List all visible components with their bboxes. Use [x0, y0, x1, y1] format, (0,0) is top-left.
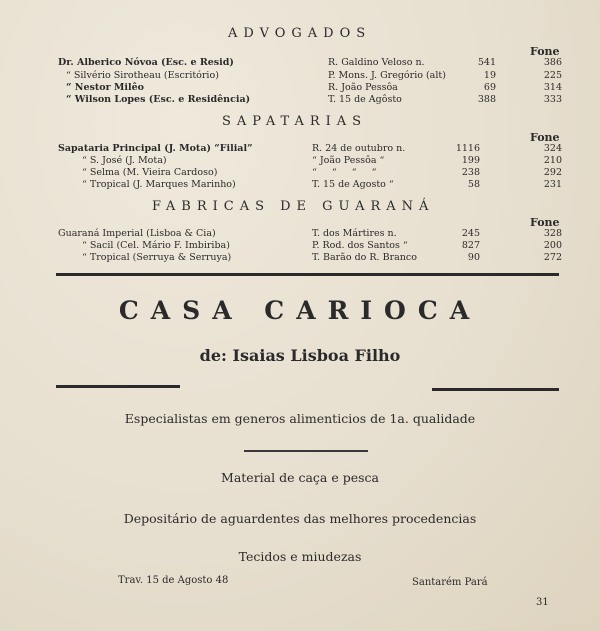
entry-number: 69 — [483, 82, 496, 93]
divider-right — [432, 388, 559, 391]
entry-name: “ Wilson Lopes (Esc. e Residência) — [66, 94, 251, 105]
list-item — [0, 93, 600, 106]
section-title-fabricas: FABRICAS DE GUARANÁ — [152, 199, 435, 214]
entry-address: P. Rod. dos Santos “ — [312, 240, 408, 251]
entry-name: “ Nestor Milêo — [66, 82, 144, 93]
ad-line-material: Material de caça e pesca — [221, 470, 379, 485]
entry-phone: 386 — [543, 57, 562, 68]
entry-phone: 314 — [543, 82, 562, 93]
ad-address: Trav. 15 de Agosto 48 — [118, 575, 229, 586]
entry-number: 238 — [461, 167, 480, 178]
ad-subtitle: de: Isaias Lisboa Filho — [199, 346, 401, 365]
entry-number: 245 — [461, 228, 480, 239]
entry-address: R. 24 de outubro n. — [312, 143, 406, 154]
entry-phone: 225 — [543, 70, 562, 81]
ad-line-specialists: Especialistas em generos alimenticios de 1a. qualidade — [124, 411, 476, 426]
entry-name: “ Sacil (Cel. Mário F. Imbiriba) — [82, 240, 230, 251]
entry-phone: 328 — [543, 228, 562, 239]
entry-number: 1116 — [455, 143, 480, 154]
entry-address: T. dos Mártires n. — [312, 228, 397, 239]
entry-address: T. 15 de Agôsto — [328, 94, 402, 105]
ad-title: CASA CARIOCA — [118, 296, 482, 325]
entry-number: 199 — [461, 155, 480, 166]
entry-address: R. João Pessôa — [328, 82, 398, 93]
entry-address: P. Mons. J. Gregório (alt) — [328, 70, 446, 81]
entry-name: Dr. Alberico Nóvoa (Esc. e Resid) — [58, 57, 234, 68]
section-divider — [56, 273, 559, 276]
entry-number: 19 — [483, 70, 496, 81]
entry-phone: 333 — [543, 94, 562, 105]
entry-name: “ Tropical (J. Marques Marinho) — [82, 179, 236, 190]
entry-address: T. 15 de Agosto “ — [312, 179, 394, 190]
entry-name: “ S. José (J. Mota) — [82, 155, 167, 166]
entry-phone: 231 — [543, 179, 562, 190]
entry-phone: 272 — [543, 252, 562, 263]
section-title-advogados: ADVOGADOS — [228, 26, 372, 41]
fone-header: Fone — [530, 45, 560, 58]
entry-name: Guaraná Imperial (Lisboa & Cia) — [58, 228, 216, 239]
entry-name: “ Tropical (Serruya & Serruya) — [82, 252, 232, 263]
section-title-sapatarias: SAPATARIAS — [222, 114, 368, 129]
entry-phone: 210 — [543, 155, 562, 166]
divider-center — [244, 450, 368, 452]
list-item — [0, 56, 600, 69]
entry-name: “ Selma (M. Vieira Cardoso) — [82, 167, 218, 178]
entry-phone: 200 — [543, 240, 562, 251]
list-item — [0, 251, 600, 264]
entry-number: 827 — [461, 240, 480, 251]
entry-name: “ Silvério Sirotheau (Escritório) — [66, 70, 219, 81]
entry-phone: 292 — [543, 167, 562, 178]
fone-header: Fone — [530, 216, 560, 229]
entry-address: “ “ “ “ — [312, 167, 383, 178]
entry-address: R. Galdino Veloso n. — [328, 57, 425, 68]
entry-name: Sapataria Principal (J. Mota) “Filial” — [58, 143, 253, 154]
divider-left — [56, 385, 180, 388]
ad-line-depositario: Depositário de aguardentes das melhores procedencias — [123, 511, 477, 526]
ad-line-tecidos: Tecidos e miudezas — [238, 549, 362, 564]
entry-address: “ João Pessôa “ — [312, 155, 385, 166]
list-item — [0, 178, 600, 191]
fone-header: Fone — [530, 131, 560, 144]
entry-number: 90 — [467, 252, 480, 263]
entry-number: 388 — [477, 94, 496, 105]
entry-number: 541 — [477, 57, 496, 68]
entry-phone: 324 — [543, 143, 562, 154]
ad-city: Santarém Pará — [412, 577, 488, 588]
entry-number: 58 — [467, 179, 480, 190]
entry-address: T. Barão do R. Branco — [312, 252, 417, 263]
page-number: 31 — [536, 597, 549, 608]
